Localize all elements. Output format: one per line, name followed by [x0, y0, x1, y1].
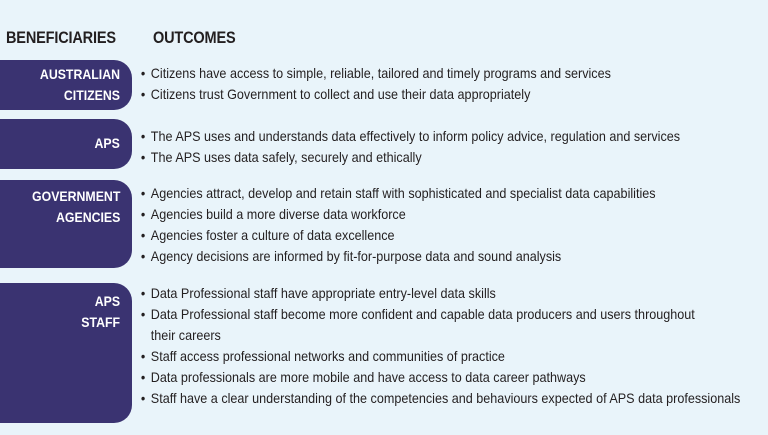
beneficiary-tab-aps — [0, 119, 132, 169]
outcome-item: • Agencies foster a culture of data excellence — [140, 225, 656, 246]
beneficiary-label: GOVERNMENT AGENCIES — [31, 188, 120, 225]
beneficiary-label: APS — [94, 135, 120, 151]
outcome-item: • Citizens have access to simple, reliable, tailored and timely programs and services — [140, 63, 611, 84]
outcome-item — [140, 304, 740, 325]
outcome-continuation — [140, 325, 740, 346]
beneficiary-label: AUSTRALIAN CITIZENS — [39, 66, 120, 103]
beneficiary-tab-aps-staff — [0, 283, 132, 423]
outcomes-list-government-agencies — [140, 183, 713, 267]
outcome-item: • The APS uses and understands data effectively to inform policy advice, regulation and services — [140, 126, 680, 147]
outcomes-list-australian-citizens — [140, 63, 663, 105]
beneficiary-tab-australian-citizens — [0, 60, 132, 110]
outcome-item: • Citizens trust Government to collect and use their data appropriately — [140, 84, 611, 105]
outcomes-list-aps-staff — [140, 283, 768, 409]
outcomes-header: OUTCOMES — [153, 29, 236, 47]
outcomes-list-aps — [140, 126, 740, 168]
beneficiary-tab-government-agencies — [0, 180, 132, 268]
beneficiary-label: APS STAFF — [81, 293, 120, 330]
outcome-line: • Data Professional staff become more confident and capable data producers and users throughout — [150, 306, 695, 322]
outcome-line: their careers — [150, 327, 221, 343]
outcome-item: • Agencies attract, develop and retain staff with sophisticated and specialist data capabilities — [140, 183, 656, 204]
outcome-item: • Staff have a clear understanding of the competencies and behaviours expected of APS data professionals — [140, 388, 740, 409]
beneficiaries-header: BENEFICIARIES — [6, 29, 116, 47]
outcome-item: • Data Professional staff have appropriate entry-level data skills — [140, 283, 740, 304]
outcome-item: • Agency decisions are informed by fit-for-purpose data and sound analysis — [140, 246, 656, 267]
outcome-item: • Staff access professional networks and communities of practice — [140, 346, 740, 367]
outcome-item: • Data professionals are more mobile and have access to data career pathways — [140, 367, 740, 388]
outcome-item: • The APS uses data safely, securely and ethically — [140, 147, 680, 168]
outcome-item: • Agencies build a more diverse data workforce — [140, 204, 656, 225]
